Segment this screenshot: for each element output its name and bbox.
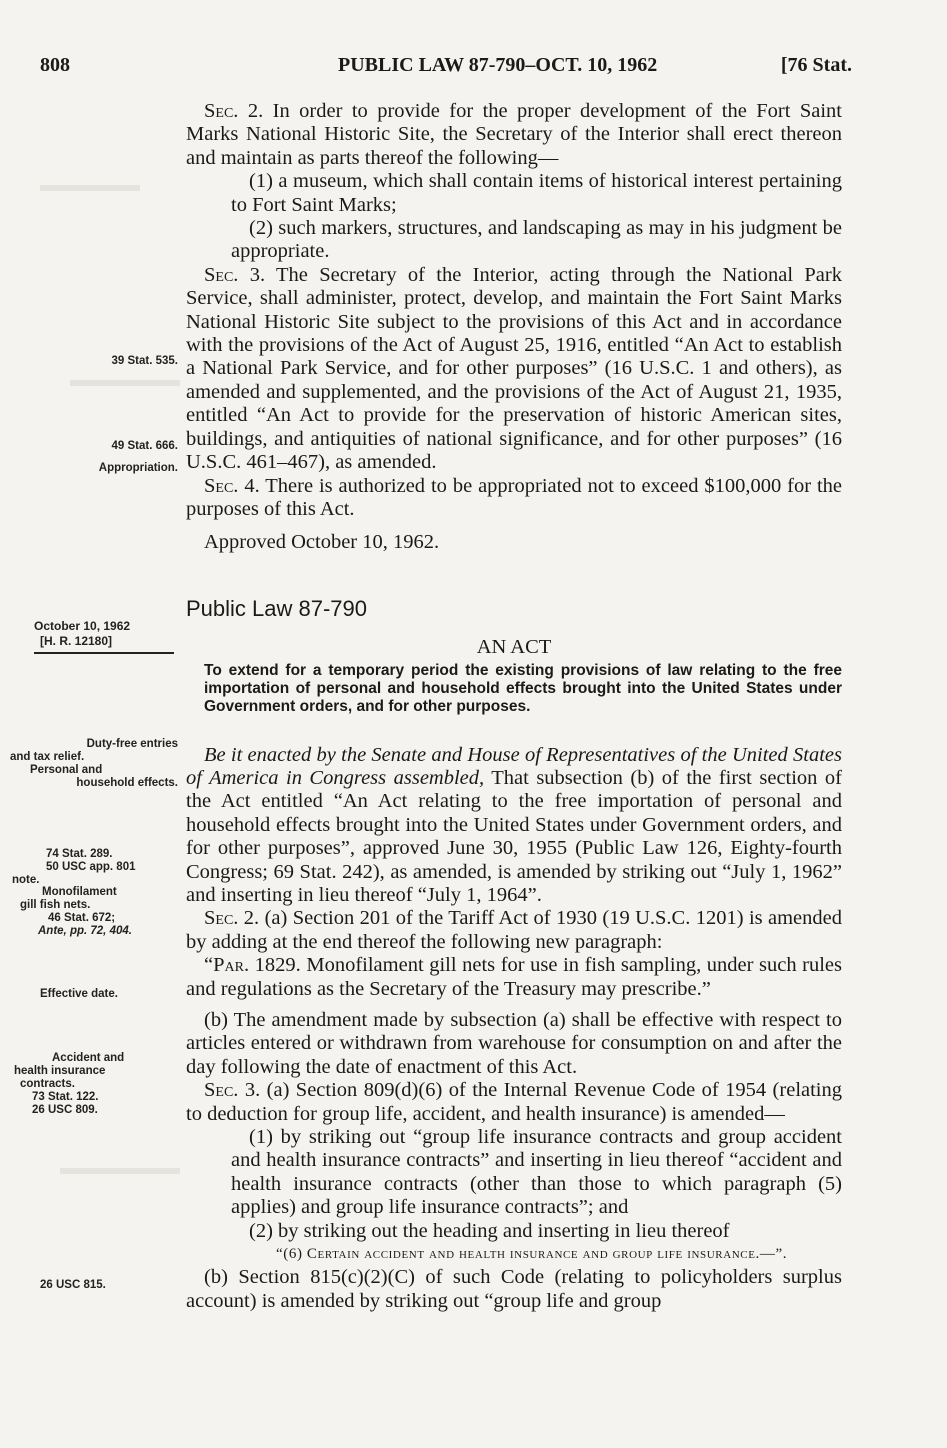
public-law-title: Public Law 87-790 (186, 595, 368, 621)
margin-note-49-stat: 49 Stat. 666. (111, 440, 178, 452)
page-number: 808 (40, 54, 70, 76)
sec-3a-paragraph: Sec. 3. (a) Section 809(d)(6) of the Internal Revenue Code of 1954 (relating to deduction for group life, accident, and health insurance) is amended— (186, 1079, 842, 1125)
section-2-item-2: (2) such markers, structures, and landscaping as may in his judgment be appropriate. (231, 217, 842, 263)
margin-note-accident-health: Accident and health insurance contracts. 73 Stat. 122. 26 USC 809. (14, 1052, 125, 1116)
section-2-item-1: (1) a museum, which shall contain items of historical interest pertaining to Fort Saint Marks; (231, 170, 842, 216)
margin-note-74-stat: 74 Stat. 289. 50 USC app. 801 note. (12, 848, 136, 886)
sec-3a-item-1: (1) by striking out “group life insurance contracts and group accident and health insurance contracts” and inserting in lieu thereof “accident and health insurance contracts (other than those to which paragraph (5) applies) and group life insurance contracts”; and (231, 1126, 842, 1219)
margin-note-appropriation: Appropriation. (98, 462, 178, 474)
margin-note-bill-date: October 10, 1962 (34, 619, 131, 633)
header-title: PUBLIC LAW 87-790–OCT. 10, 1962 (338, 54, 658, 76)
running-header (40, 54, 852, 84)
main-text (186, 100, 842, 1313)
section-2-paragraph: Sec. 2. In order to provide for the proper development of the Fort Saint Marks National Historic Site, the Secretary of the Interior shall erect thereon and maintain as parts thereof the following— (186, 100, 842, 169)
enacting-clause: Be it enacted by the Senate and House of Representatives of the United States of America in Congress assembled, That subsection (b) of the first section of the Act entitled “An Act relating to the free importation of personal and household effects brought into the United States under Government orders, and for other purposes”, approved June 30, 1955 (Public Law 126, Eighty-fourth Congress; 69 Stat. 242), as amended, is amended by striking out “July 1, 1962” and inserting in lieu thereof “July 1, 1964”. (186, 743, 842, 906)
margin-note-bill-number: [H. R. 12180] (40, 634, 113, 648)
margin-note-effective-date: Effective date. (40, 988, 118, 1000)
header-stat-volume: [76 Stat. (780, 54, 852, 76)
margin-note-26-usc-815: 26 USC 815. (40, 1279, 106, 1291)
an-act-heading: AN ACT (476, 636, 552, 659)
section-4-paragraph: Sec. 4. There is authorized to be appropriated not to exceed $100,000 for the purposes of this Act. (186, 474, 842, 520)
act-caption: To extend for a temporary period the existing provisions of law relating to the free importation of personal and household effects brought into the United States under Government orders, and for other purposes. (204, 661, 842, 715)
par-1829-paragraph: “Par. 1829. Monofilament gill nets for use in fish sampling, under such rules and regulations as the Secretary of the Treasury may prescribe.” (186, 954, 842, 1000)
sec-3a-item-2-heading: “(6) Certain accident and health insurance and group life insurance.—”. (276, 1246, 788, 1263)
sec-3b-paragraph: (b) Section 815(c)(2)(C) of such Code (relating to policyholders surplus account) is amended by striking out “group life and group (186, 1266, 842, 1312)
margin-note-39-stat: 39 Stat. 535. (111, 355, 178, 367)
approved-date: Approved October 10, 1962. (204, 531, 440, 554)
section-3-paragraph: Sec. 3. The Secretary of the Interior, acting through the National Park Service, shall administer, protect, develop, and maintain the Fort Saint Marks National Historic Site subject to the provisions of this Act and in accordance with the provisions of the Act of August 25, 1916, entitled “An Act to establish a National Park Service, and for other purposes” (16 U.S.C. 1 and others), as amended and supplemented, and the provisions of the Act of August 21, 1935, entitled “An Act to provide for the preservation of historic American sites, buildings, and antiquities of national significance, and for other purposes” (16 U.S.C. 461–467), as amended. (186, 263, 842, 474)
margin-note-duty-free: Duty-free entries and tax relief. Personal and household effects. (10, 738, 178, 789)
sec-3a-item-2: (2) by striking out the heading and inserting in lieu thereof (249, 1219, 730, 1242)
sec-2b-paragraph: (b) The amendment made by subsection (a) shall be effective with respect to articles entered or withdrawn from warehouse for consumption on and after the day following the date of enactment of this Act. (186, 1009, 842, 1078)
margin-note-monofilament: Monofilament gill fish nets. 46 Stat. 672; Ante, pp. 72, 404. (20, 886, 132, 937)
sec-2a-paragraph: Sec. 2. (a) Section 201 of the Tariff Act of 1930 (19 U.S.C. 1201) is amended by adding at the end thereof the following new paragraph: (186, 907, 842, 953)
bill-rule (34, 652, 174, 654)
